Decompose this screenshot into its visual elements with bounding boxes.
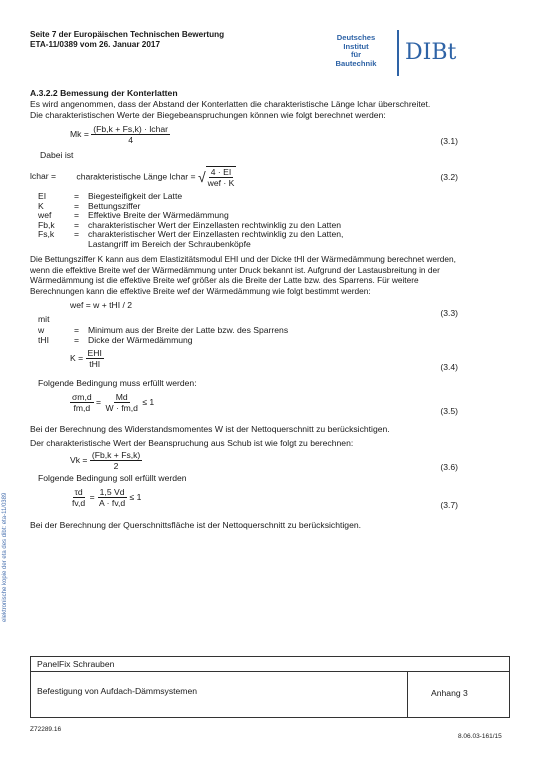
eq-lhs: K = [70, 352, 84, 363]
def-description: Dicke der Wärmedämmung [88, 335, 193, 345]
def-equals: = [74, 219, 80, 230]
equation-number: (3.1) [440, 136, 458, 146]
equation-number: (3.7) [440, 500, 458, 510]
equation-3-4 [70, 348, 104, 369]
equation-3-2 [30, 166, 236, 188]
eq-numerator: EHI [87, 348, 102, 358]
footer-subject: Befestigung von Aufdach-Dämmsystemen [37, 686, 198, 696]
footer-right-code: 8.06.03-161/15 [458, 733, 502, 740]
definition-list-2 [38, 325, 288, 345]
eq-denominator: 2 [113, 461, 119, 471]
paragraph-widerstandsmoment: Bei der Berechnung des Widerstandsmomentes W ist der Nettoquerschnitt zu berücksichtigen. [30, 424, 390, 434]
logo-text-line: für [350, 50, 362, 60]
eq-numerator: τd [74, 487, 83, 497]
eq-text: charakteristische Länge lchar = [76, 171, 196, 182]
def-equals: = [74, 229, 80, 239]
def-description: Lastangriff im Bereich der Schraubenköpfe [88, 238, 251, 249]
definition-row [38, 192, 343, 202]
def-equals: = [74, 191, 80, 201]
eq-fraction [86, 348, 104, 369]
paragraph-schub: Der charakteristische Wert der Beanspruchung aus Schub ist wie folgt zu berechnen: [30, 438, 354, 448]
dabei-label: Dabei ist [40, 150, 74, 160]
page-header-line1: Seite 7 der Europäischen Technischen Bewertung [30, 30, 225, 39]
equation-number: (3.6) [440, 462, 458, 472]
logo-text-line: Institut [343, 41, 369, 51]
eq-lhs: Vk = [70, 454, 88, 465]
sqrt-expression [198, 166, 236, 188]
eq-denominator: fm,d [73, 403, 91, 413]
eq-fraction [206, 166, 237, 188]
eq-numerator: 1,5 Vd [99, 487, 125, 497]
logo-mark: DIBt [405, 40, 457, 65]
paragraph-line: Die Bettungsziffer K kann aus dem Elastizitätsmodul EHI und der Dicke tHI der Wärmedämmung berechnet werden, [30, 254, 456, 264]
eq-fraction [103, 392, 139, 413]
definition-list-1 [38, 192, 343, 249]
sqrt-icon: √ [197, 169, 206, 185]
def-equals: = [74, 335, 80, 345]
def-symbol: Fs,k [38, 229, 55, 239]
eq-fraction [70, 392, 94, 413]
logo-text-line: Deutsches [336, 33, 376, 42]
eq-fraction [90, 450, 142, 471]
equation-3-1 [70, 124, 170, 145]
paragraph-querschnitt: Bei der Berechnung der Querschnittsfläche ist der Nettoquerschnitt zu berücksichtigen. [30, 520, 362, 530]
def-symbol: EI [38, 191, 47, 201]
eq-denominator: 4 [128, 135, 134, 145]
def-symbol: tHI [38, 335, 49, 345]
eq-denominator: fv,d [72, 498, 86, 508]
footer-left-code: Z72289.16 [30, 726, 62, 733]
paragraph-line: wenn die effektive Breite wef der Wärmedämmung unter Druck bekannt ist. Aufgrund der Lastausbreitung in der [30, 264, 440, 275]
eq-numerator: Md [115, 392, 128, 402]
definition-row [38, 325, 288, 335]
side-watermark-note: elektronische kopie der eta des dibt: eta-11/0389 [2, 492, 8, 622]
def-symbol: K [38, 200, 44, 211]
eq-denominator: tHI [89, 359, 101, 369]
def-symbol: Fb,k [38, 219, 55, 230]
intro-paragraph-1: Es wird angenommen, dass der Abstand der Konterlatten die charakteristische Länge lchar überschreitet. [30, 99, 431, 109]
footer-annex: Anhang 3 [431, 688, 468, 698]
mit-label: mit [38, 314, 50, 324]
def-description: charakteristischer Wert der Einzellasten rechtwinklig zu den Latten, [88, 229, 344, 239]
paragraph-line: Wärmedämmung ist die effektive Breite wef größer als die Breite der Latte bzw. des Sparrens. Für weitere [30, 275, 419, 285]
eq-numerator: (Fb,k + Fs,k) · lchar [93, 124, 168, 134]
paragraph-bettungsziffer [30, 254, 456, 296]
def-symbol: w [38, 325, 45, 335]
condition-label-2: Folgende Bedingung soll erfüllt werden [38, 473, 187, 483]
paragraph-line: Berechnungen kann die effektive Breite wef der Wärmedämmung wie folgt bestimmt werden: [30, 285, 371, 296]
def-equals: = [74, 200, 80, 211]
eq-numerator: (Fb,k + Fs,k) [91, 450, 141, 460]
equation-3-7 [70, 487, 141, 508]
definition-row [38, 240, 343, 250]
footer-box [30, 656, 510, 718]
definition-row [38, 335, 288, 345]
def-description: Minimum aus der Breite der Latte bzw. des Sparrens [88, 325, 289, 335]
equation-3-5 [70, 392, 154, 413]
def-equals: = [74, 325, 80, 335]
def-description: Effektive Breite der Wärmedämmung [88, 210, 229, 220]
intro-paragraph-2: Die charakteristischen Werte der Biegebeanspruchungen können wie folgt berechnet werden: [30, 110, 386, 120]
equation-3-3: wef = w + tHI / 2 [70, 300, 133, 310]
footer-divider-vertical [407, 671, 408, 717]
equation-3-6 [70, 450, 142, 471]
def-description: charakteristischer Wert der Einzellasten rechtwinklig zu den Latten [88, 219, 341, 230]
equation-number: (3.4) [440, 362, 458, 372]
eq-lhs: lchar = [30, 171, 57, 182]
logo-text-line: Bautechnik [335, 58, 377, 68]
footer-product: PanelFix Schrauben [37, 659, 115, 669]
def-description: Biegesteifigkeit der Latte [88, 191, 183, 201]
eq-fraction [70, 487, 87, 508]
eq-numerator: σm,d [72, 392, 92, 402]
eq-fraction [91, 124, 170, 145]
equation-number: (3.2) [440, 172, 458, 182]
logo-divider [397, 30, 399, 76]
def-description: Bettungsziffer [88, 200, 141, 211]
equation-number: (3.5) [440, 406, 458, 416]
eq-denominator: A · fv,d [99, 498, 126, 508]
section-title: A.3.2.2 Bemessung der Konterlatten [30, 88, 178, 98]
def-symbol: wef [38, 210, 52, 220]
eq-denominator: wef · K [207, 178, 235, 188]
dibt-logo [317, 30, 457, 80]
eq-denominator: W · fm,d [105, 403, 138, 413]
page-header-line2: ETA-11/0389 vom 26. Januar 2017 [30, 40, 161, 49]
footer-divider [31, 671, 509, 672]
eq-rhs: ≤ 1 [129, 491, 142, 502]
eq-fraction [97, 487, 127, 508]
eq-numerator: 4 · EI [210, 167, 232, 177]
eq-equals: = [96, 396, 102, 407]
eq-equals: = [89, 491, 95, 502]
def-equals: = [74, 210, 80, 220]
eq-rhs: ≤ 1 [142, 396, 155, 407]
eq-lhs: Mk = [70, 128, 89, 139]
equation-number: (3.3) [440, 308, 458, 318]
condition-label-1: Folgende Bedingung muss erfüllt werden: [38, 378, 197, 388]
